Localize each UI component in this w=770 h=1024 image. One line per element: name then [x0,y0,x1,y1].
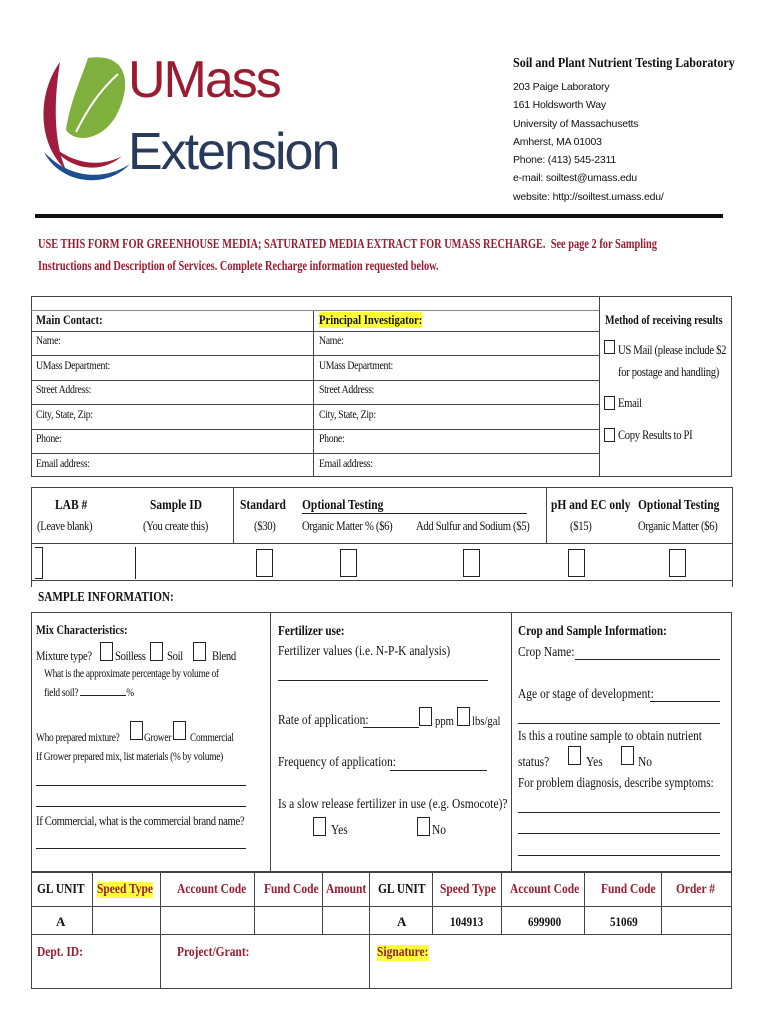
address-line: University of Massachusetts [513,117,639,130]
pi-dept-field[interactable]: UMass Department: [319,360,393,372]
main-email-field[interactable]: Email address: [36,458,90,470]
who-prepared-label: Who prepared mixture? [36,732,120,744]
soilless-checkbox[interactable] [100,642,113,661]
approx-label: What is the approximate percentage by volume of [44,668,219,680]
us-mail-label: US Mail (please include $2 [618,342,727,357]
main-street-field[interactable]: Street Address: [36,384,91,396]
pi-title: Principal Investigator: [319,312,423,327]
us-mail-checkbox[interactable] [604,340,615,354]
main-city-field[interactable]: City, State, Zip: [36,409,93,421]
lab-name: Soil and Plant Nutrient Testing Laboratory [513,56,735,71]
ppm-label: ppm [435,713,454,728]
blend-label: Blend [212,648,236,663]
grower-checkbox[interactable] [130,721,143,740]
lbs-gal-label: lbs/gal [472,713,501,728]
pi-name-field[interactable]: Name: [319,335,344,347]
commercial-label: Commercial [190,732,234,744]
signature-label[interactable]: Signature: [377,945,429,960]
row-divider [35,547,43,579]
intro-red-2: See page 2 for Sampling [550,237,657,252]
routine-label: Is this a routine sample to obtain nutrient [518,729,702,744]
frequency-line[interactable] [390,770,487,771]
fund-code-2-header: Fund Code [601,882,656,897]
gl-unit-2-value: A [397,914,407,929]
copy-pi-label: Copy Results to PI [618,427,693,442]
main-name-field[interactable]: Name: [36,335,61,347]
logo-text-extension: Extension [128,123,339,181]
speed-type-header: Speed Type [97,882,154,897]
lab-number-sub: (Leave blank) [37,518,93,533]
slow-no-checkbox[interactable] [417,817,430,836]
main-phone-field[interactable]: Phone: [36,433,62,445]
speed-type-2-header: Speed Type [440,882,497,897]
organic-matter-checkbox[interactable] [340,549,357,577]
sample-id-sub: (You create this) [143,518,208,533]
mix-title: Mix Characteristics: [36,622,128,637]
gl-unit-2-header: GL UNIT [378,882,426,897]
copy-pi-checkbox[interactable] [604,428,615,442]
standard-checkbox[interactable] [256,549,273,577]
ph-ec-checkbox[interactable] [568,549,585,577]
address-line: 161 Holdsworth Way [513,99,606,112]
project-grant-label[interactable]: Project/Grant: [177,945,250,960]
fertilizer-values-label: Fertilizer values (i.e. N-P-K analysis) [278,644,451,659]
ppm-checkbox[interactable] [419,707,432,726]
grower-label: Grower [144,732,172,744]
ph-ec-price: ($15) [570,518,592,533]
crop-title: Crop and Sample Information: [518,624,667,639]
gl-unit-header: GL UNIT [37,882,85,897]
ph-ec-header: pH and EC only [551,498,631,513]
header-divider [35,214,723,218]
pi-phone-field[interactable]: Phone: [319,433,345,445]
intro-instruction [38,237,657,253]
main-dept-field[interactable]: UMass Department: [36,360,110,372]
symptoms-line-1[interactable] [518,812,720,813]
field-soil-label [44,687,134,699]
sulfur-sodium-option: Add Sulfur and Sodium ($5) [416,518,530,533]
sulfur-sodium-checkbox[interactable] [463,549,480,577]
organic-matter-option: Organic Matter % ($6) [302,518,393,533]
slow-release-label: Is a slow release fertilizer in use (e.g. Osmocote)? [278,797,508,812]
organic-matter-2-option: Organic Matter ($6) [638,518,718,533]
slow-yes-label: Yes [331,823,348,838]
logo-text-umass: UMass [128,51,280,109]
brand-line[interactable] [36,848,246,849]
problem-label: For problem diagnosis, describe symptoms: [518,776,714,791]
address-line: Amherst, MA 01003 [513,135,602,148]
main-contact-title: Main Contact: [36,312,103,327]
intro-red-1: USE THIS FORM FOR GREENHOUSE MEDIA; SATURATED MEDIA EXTRACT FOR UMASS RECHARGE. [38,237,546,252]
sample-info-title: SAMPLE INFORMATION: [38,590,174,605]
routine-no-label: No [638,755,653,770]
organic-matter-2-checkbox[interactable] [669,549,686,577]
age-line-2[interactable] [518,723,720,724]
speed-type-value: 104913 [450,914,484,929]
commercial-checkbox[interactable] [173,721,186,740]
slow-no-label: No [432,823,447,838]
standard-header: Standard [240,498,286,513]
grower-list-label: If Grower prepared mix, list materials (% by volume) [36,751,223,763]
order-number-header: Order # [676,882,716,897]
symptoms-line-2[interactable] [518,833,720,834]
dept-id-label[interactable]: Dept. ID: [37,945,83,960]
fertilizer-values-line[interactable] [278,680,488,681]
lab-phone: Phone: (413) 545-2311 [513,154,617,167]
crop-name-line[interactable] [575,659,720,660]
pi-street-field[interactable]: Street Address: [319,384,374,396]
field-soil-text: field soil? [44,687,81,699]
routine-no-checkbox[interactable] [621,746,634,765]
routine-yes-checkbox[interactable] [568,746,581,765]
percent-sign: % [126,687,134,699]
account-code-value: 699900 [528,914,562,929]
routine-yes-label: Yes [586,755,603,770]
grower-list-line-1[interactable] [36,785,246,786]
lab-address [513,78,664,206]
lab-number-header: LAB # [55,498,88,513]
us-mail-label-2: for postage and handling) [618,364,720,379]
soil-checkbox[interactable] [150,642,163,661]
lbs-gal-checkbox[interactable] [457,707,470,726]
gl-unit-value: A [56,914,66,929]
soilless-label: Soilless [115,648,146,663]
lab-website: website: http://soiltest.umass.edu/ [513,190,664,203]
slow-yes-checkbox[interactable] [313,817,326,836]
fertilizer-title: Fertilizer use: [278,624,345,639]
pi-city-field[interactable]: City, State, Zip: [319,409,376,421]
sample-id-header: Sample ID [150,498,202,513]
optional-testing-2-header: Optional Testing [638,498,720,513]
intro-instruction-2: Instructions and Description of Services. Complete Recharge information requested below. [38,259,439,274]
rate-line[interactable] [363,727,419,728]
email-label: Email [618,395,642,410]
age-line[interactable] [650,701,720,702]
account-code-header: Account Code [177,882,247,897]
brand-label: If Commercial, what is the commercial brand name? [36,813,245,828]
status-label: status? [518,755,550,770]
optional-testing-header: Optional Testing [302,498,384,513]
grower-list-line-2[interactable] [36,806,246,807]
mixture-type-label: Mixture type? [36,648,92,663]
account-code-2-header: Account Code [510,882,580,897]
email-checkbox[interactable] [604,396,615,410]
fund-code-value: 51069 [610,914,638,929]
fund-code-header: Fund Code [264,882,319,897]
lab-email: e-mail: soiltest@umass.edu [513,172,637,185]
symptoms-line-3[interactable] [518,855,720,856]
address-line: 203 Paige Laboratory [513,81,610,93]
soil-label: Soil [167,648,183,663]
frequency-label: Frequency of application: [278,755,396,770]
amount-header: Amount [326,882,367,897]
blend-checkbox[interactable] [193,642,206,661]
umass-extension-logo [36,52,136,192]
crop-name-label: Crop Name: [518,645,575,660]
rate-label: Rate of application: [278,713,369,728]
age-label: Age or stage of development: [518,687,654,702]
standard-price: ($30) [254,518,276,533]
method-title: Method of receiving results [605,312,723,327]
pi-email-field[interactable]: Email address: [319,458,373,470]
